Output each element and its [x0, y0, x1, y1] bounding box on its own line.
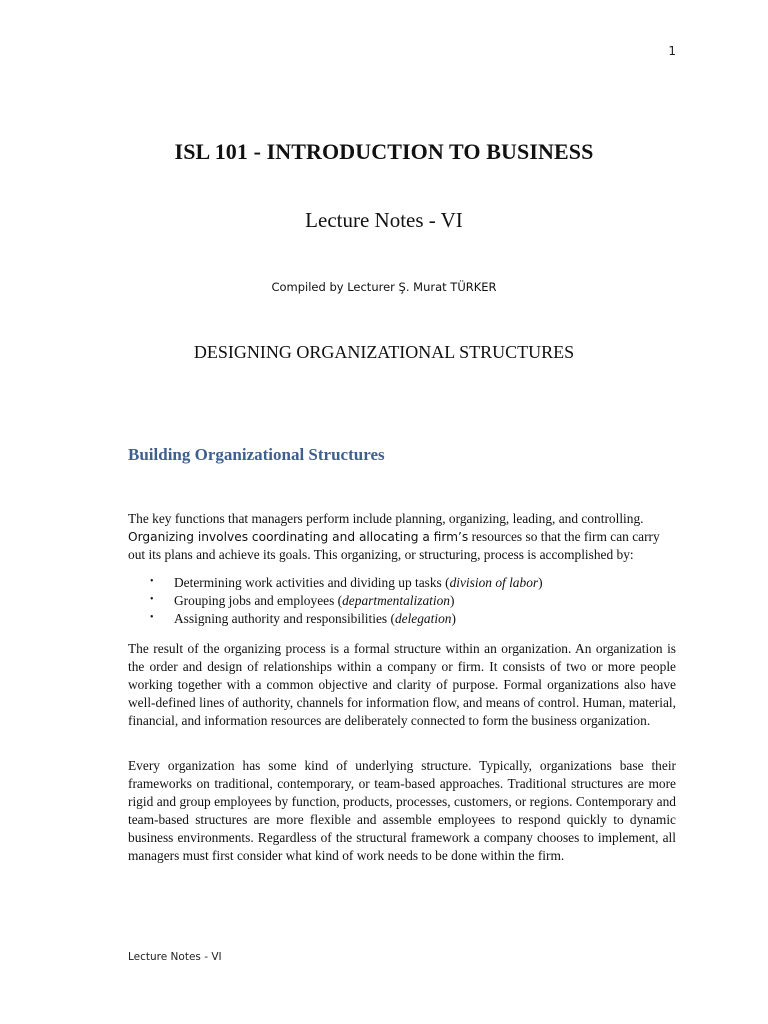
bullet-text: Determining work activities and dividing up tasks ( — [174, 575, 450, 590]
bullet-term: departmentalization — [342, 593, 450, 608]
paragraph-intro-part3: resources so that the firm can carry out its plans and achieve its goals. This organizing, or structuring, process is accomplished by: — [128, 529, 660, 562]
bullet-close: ) — [538, 575, 543, 590]
paragraph-formal-structure: The result of the organizing process is a formal structure within an organization. An organization is the order and design of relationships within a company or firm. It consists of two or more people working together with a common objective and clarity of purpose. Formal organizations also have well-defined lines of authority, channels for information flow, and means of control. Human, material, financial, and information resources are deliberately connected to form the business organization. — [128, 641, 676, 728]
paragraph-intro-part1: The key functions that managers perform include planning, organizing, leading, and controlling. — [128, 511, 644, 526]
bullet-text: Assigning authority and responsibilities ( — [174, 611, 395, 626]
document-subtitle: Lecture Notes - VI — [305, 208, 463, 232]
section-heading: Building Organizational Structures — [128, 445, 385, 464]
compiled-by-line: Compiled by Lecturer Ş. Murat TÜRKER — [271, 280, 497, 294]
bullet-close: ) — [451, 611, 456, 626]
bullet-term: delegation — [394, 611, 452, 626]
list-item — [148, 610, 543, 628]
page-number: 1 — [668, 44, 676, 58]
bullet-list — [148, 574, 543, 628]
bullet-text: Grouping jobs and employees ( — [174, 593, 343, 608]
list-item — [148, 574, 543, 592]
paragraph-intro-part2: Organizing involves coordinating and allocating a firm’s — [128, 530, 469, 544]
paragraph-underlying-structure: Every organization has some kind of underlying structure. Typically, organizations base their frameworks on traditional, contemporary, or team-based approaches. Traditional structures are more rigid and group employees by function, products, processes, customers, or regions. Contemporary and team-based structures are more flexible and assemble employees to respond quickly to dynamic business environments. Regardless of the structural framework a company chooses to implement, all managers must first consider what kind of work needs to be done within the firm. — [128, 758, 676, 863]
paragraph-intro — [128, 510, 676, 564]
document-title: ISL 101 - INTRODUCTION TO BUSINESS — [174, 139, 594, 164]
list-item — [148, 592, 543, 610]
bullet-term: division of labor — [449, 575, 539, 590]
bullet-close: ) — [449, 593, 455, 608]
section-title: DESIGNING ORGANIZATIONAL STRUCTURES — [193, 342, 575, 362]
page-footer: Lecture Notes - VI — [128, 951, 222, 963]
